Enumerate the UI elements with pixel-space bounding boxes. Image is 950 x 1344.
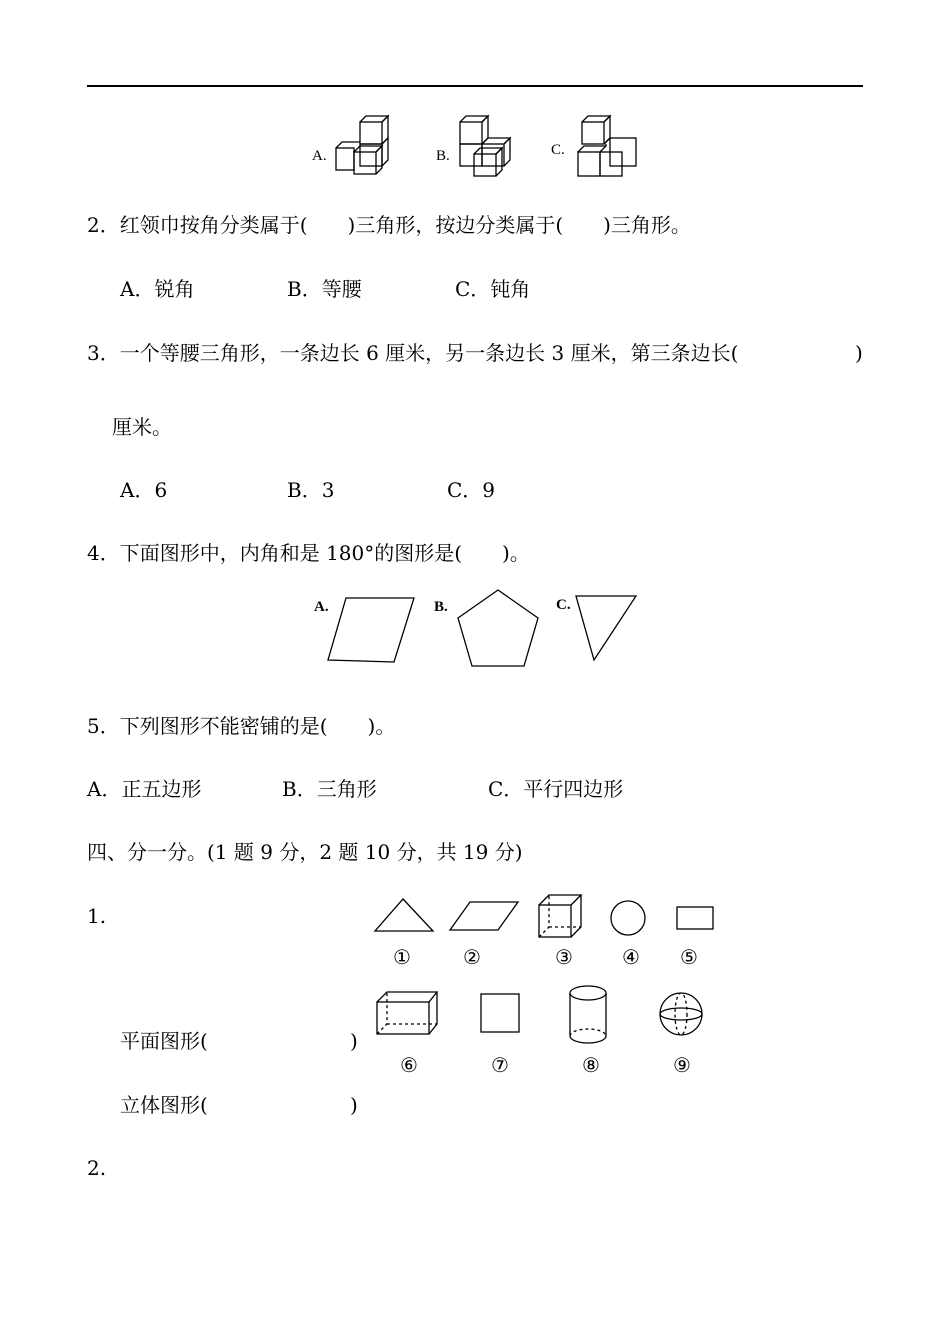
q3-option-a: A．6 (120, 478, 168, 502)
shape-1-triangle (373, 897, 435, 933)
cube-stack-c-figure (576, 114, 640, 180)
solid-shapes-label: 立体图形( (120, 1093, 208, 1117)
shape-5-rectangle (675, 905, 715, 931)
header-rule (87, 85, 863, 87)
q4-label-a: A. (314, 599, 329, 615)
q5-option-c: C．平行四边形 (488, 777, 624, 801)
shape-number-4: ④ (622, 945, 640, 969)
shape-number-6: ⑥ (400, 1053, 418, 1077)
cube-option-c-label: C. (551, 142, 565, 158)
q4-label-b: B. (434, 599, 448, 615)
shape-number-7: ⑦ (491, 1053, 509, 1077)
shape-4-circle (609, 899, 649, 939)
question-3-text: 3．一个等腰三角形，一条边长 6 厘米，另一条边长 3 厘米，第三条边长( (87, 341, 739, 365)
shape-number-3: ③ (555, 945, 573, 969)
question-5-text: 5．下列图形不能密铺的是( )。 (87, 714, 396, 738)
q3-option-b: B．3 (287, 478, 335, 502)
cube-option-b-label: B. (436, 148, 450, 164)
q5-option-a: A．正五边形 (87, 777, 202, 801)
plane-shapes-label: 平面图形( (120, 1029, 208, 1053)
section-4-q1-number: 1. (87, 904, 107, 928)
cube-option-a-label: A. (312, 148, 327, 164)
question-2-text: 2．红领巾按角分类属于( )三角形，按边分类属于( )三角形。 (87, 213, 691, 237)
shape-number-8: ⑧ (582, 1053, 600, 1077)
shape-number-2: ② (463, 945, 481, 969)
triangle-figure (574, 594, 638, 664)
shape-8-cylinder (568, 984, 610, 1046)
q2-option-c: C．钝角 (455, 277, 531, 301)
question-4-text: 4．下面图形中，内角和是 180°的图形是( )。 (87, 541, 530, 565)
parallelogram-figure (326, 596, 416, 666)
section-4-heading: 四、分一分。(1 题 9 分，2 题 10 分，共 19 分) (87, 840, 523, 864)
shape-number-1: ① (393, 945, 411, 969)
q2-option-b: B．等腰 (287, 277, 362, 301)
question-3-close-paren: ) (855, 341, 863, 365)
shape-number-5: ⑤ (680, 945, 698, 969)
shape-9-sphere (657, 992, 707, 1038)
shape-7-square (479, 992, 523, 1034)
q2-option-a: A．锐角 (120, 277, 195, 301)
shape-6-cuboid (375, 990, 439, 1036)
q5-option-b: B．三角形 (282, 777, 377, 801)
solid-shapes-close: ) (350, 1093, 358, 1117)
pentagon-figure (456, 588, 542, 670)
shape-2-parallelogram (448, 900, 520, 932)
cube-stack-b-figure (456, 114, 516, 180)
cube-stack-a-figure (336, 114, 392, 180)
q3-option-c: C．9 (447, 478, 496, 502)
plane-shapes-close: ) (350, 1029, 358, 1053)
section-4-q2-number: 2. (87, 1156, 107, 1180)
shape-3-cube (537, 893, 585, 941)
question-3-unit: 厘米。 (112, 415, 172, 439)
q4-label-c: C. (556, 597, 571, 613)
shape-number-9: ⑨ (673, 1053, 691, 1077)
